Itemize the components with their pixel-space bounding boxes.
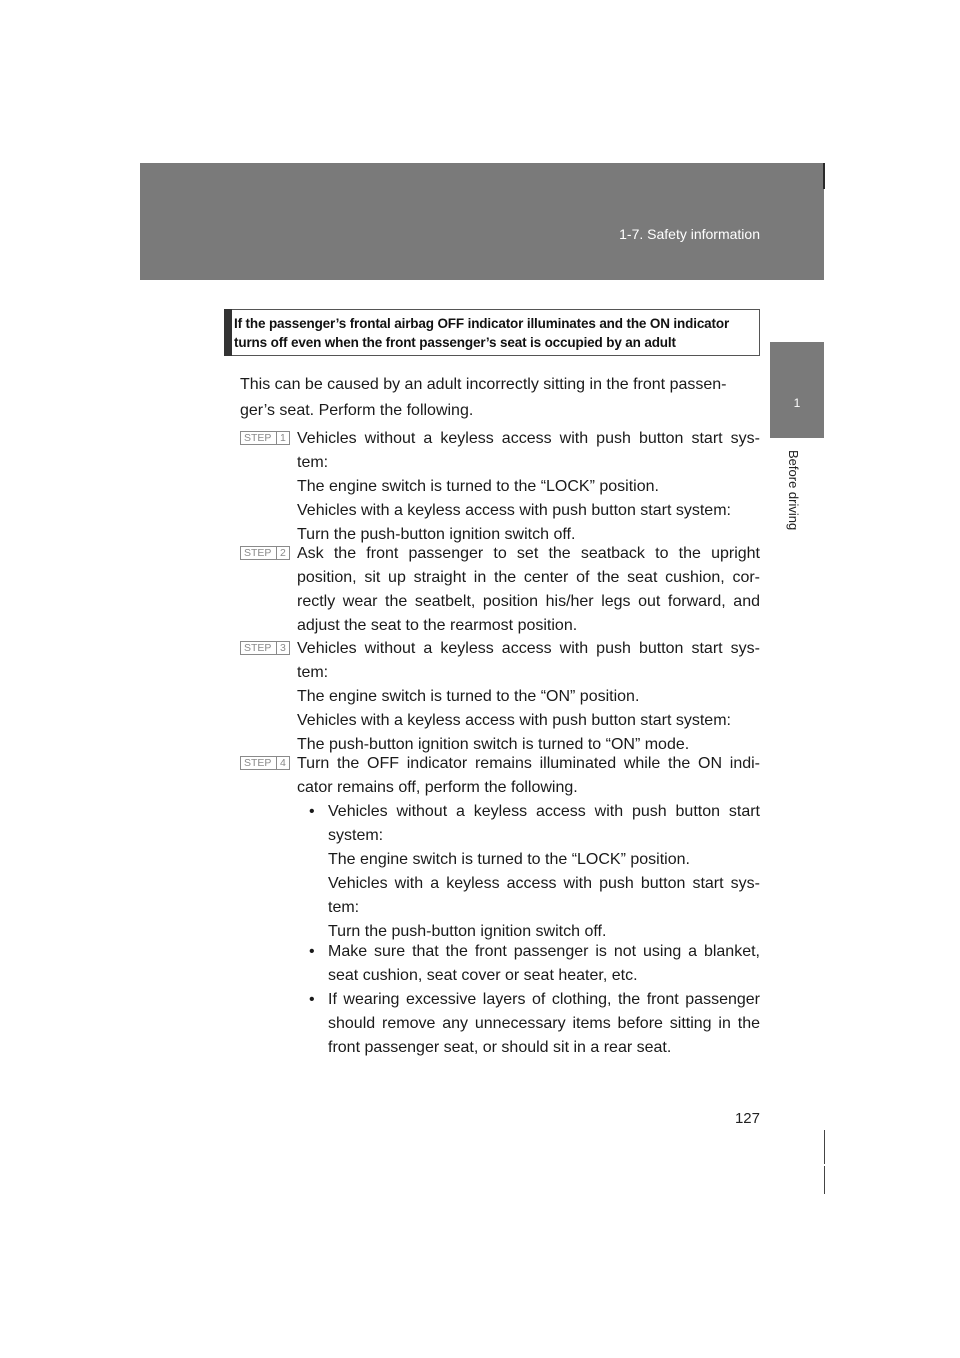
step-line: The push-button ignition switch is turned to “ON” mode. <box>297 736 690 753</box>
bullet-line: system: <box>328 827 384 844</box>
section-title: 1-7. Safety information <box>619 226 760 242</box>
step-line: Ask the front passenger to set the seatback to the upright <box>297 545 760 562</box>
heading-line-1: If the passenger’s frontal airbag OFF indicator illuminates and the ON indicator <box>234 316 730 331</box>
step-badge-3 <box>240 641 290 655</box>
header-corner-mark <box>823 163 825 189</box>
step-line: Turn the OFF indicator remains illuminated while the ON indi- <box>297 755 760 772</box>
step-2-text <box>297 542 760 638</box>
step-number: 4 <box>280 757 286 769</box>
heading-marker-bar <box>224 309 232 356</box>
chapter-label-area <box>770 438 824 648</box>
step-divider <box>276 757 277 769</box>
chapter-tab <box>770 342 824 438</box>
step-divider <box>276 432 277 444</box>
bullet-line: If wearing excessive layers of clothing, the front passenger <box>328 991 760 1008</box>
step-line: The engine switch is turned to the “ON” position. <box>297 688 640 705</box>
step-label: STEP <box>244 642 272 654</box>
step-line: cator remains off, perform the following. <box>297 779 578 796</box>
step-line: Vehicles without a keyless access with push button start sys- <box>297 430 760 447</box>
step-label: STEP <box>244 757 272 769</box>
step-number: 3 <box>280 642 286 654</box>
step-line: Vehicles with a keyless access with push button start system: <box>297 502 731 519</box>
bullet-item-3 <box>309 988 760 1060</box>
bullet-item-2 <box>309 940 760 988</box>
intro-line: ger’s seat. Perform the following. <box>240 402 474 419</box>
chapter-label: Before driving <box>786 450 801 531</box>
step-number: 2 <box>280 547 286 559</box>
step-divider <box>276 642 277 654</box>
step-line: Turn the push-button ignition switch off. <box>297 526 576 543</box>
step-label: STEP <box>244 432 272 444</box>
bullet-line: seat cushion, seat cover or seat heater, etc. <box>328 967 638 984</box>
intro-paragraph <box>240 372 760 424</box>
page-edge-mark <box>824 1130 825 1164</box>
bullet-line: Make sure that the front passenger is not using a blanket, <box>328 943 760 960</box>
step-line: Vehicles with a keyless access with push button start system: <box>297 712 731 729</box>
bullet-line: Turn the push-button ignition switch off. <box>328 923 607 940</box>
step-divider <box>276 547 277 559</box>
step-label: STEP <box>244 547 272 559</box>
bullet-line: should remove any unnecessary items before sitting in the <box>328 1015 760 1032</box>
section-header <box>140 163 824 280</box>
step-1-text <box>297 427 760 547</box>
caution-heading-box <box>224 309 760 356</box>
bullet-line: Vehicles with a keyless access with push button start sys- <box>328 875 760 892</box>
bullet-line: tem: <box>328 899 360 916</box>
bullet-line: front passenger seat, or should sit in a rear seat. <box>328 1039 672 1056</box>
step-line: tem: <box>297 454 329 471</box>
step-line: Vehicles without a keyless access with push button start sys- <box>297 640 760 657</box>
step-line: position, sit up straight in the center of the seat cushion, cor- <box>297 569 760 586</box>
bullet-line: Vehicles without a keyless access with push button start <box>328 803 760 820</box>
bullet-item-1 <box>309 800 760 944</box>
chapter-number: 1 <box>793 396 801 410</box>
step-badge-1 <box>240 431 290 445</box>
bullet-dot: • <box>309 991 315 1008</box>
step-4-text <box>297 752 760 800</box>
step-line: tem: <box>297 664 329 681</box>
step-number: 1 <box>280 432 286 444</box>
page-edge-mark <box>824 1166 825 1194</box>
heading-line-2: turns off even when the front passenger’s seat is occupied by an adult <box>234 335 676 350</box>
step-line: rectly wear the seatbelt, position his/her legs out forward, and <box>297 593 760 610</box>
bullet-dot: • <box>309 943 315 960</box>
heading-text <box>234 314 755 352</box>
step-3-text <box>297 637 760 757</box>
step-badge-2 <box>240 546 290 560</box>
step-line: The engine switch is turned to the “LOCK” position. <box>297 478 659 495</box>
bullet-line: The engine switch is turned to the “LOCK” position. <box>328 851 690 868</box>
intro-line: This can be caused by an adult incorrectly sitting in the front passen- <box>240 376 727 393</box>
bullet-dot: • <box>309 803 315 820</box>
step-line: adjust the seat to the rearmost position. <box>297 617 578 634</box>
page-number: 127 <box>734 1110 760 1127</box>
step-badge-4 <box>240 756 290 770</box>
